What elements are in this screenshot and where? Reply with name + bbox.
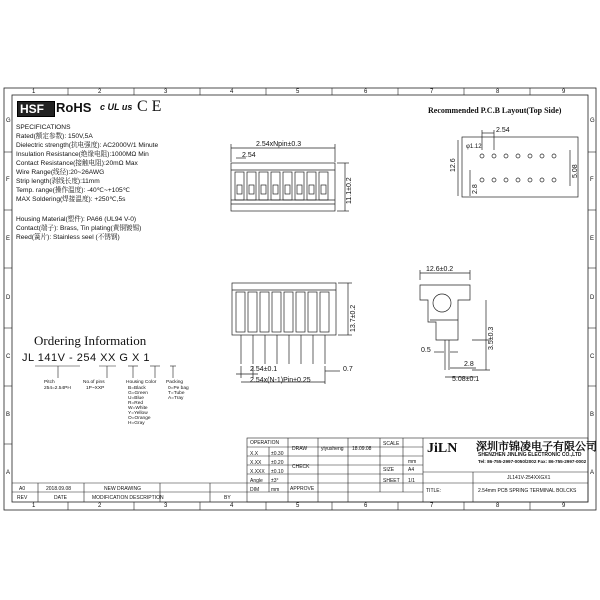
material-line: Contact(端子): Brass, Tin plating(黄铜镀锡) <box>16 225 142 232</box>
col-label: 6 <box>364 503 368 509</box>
tb-sheet: SHEET <box>383 478 400 484</box>
company-name-en: SHENZHEN JINLING ELECTRONIC CO.,LTD <box>478 452 582 458</box>
row-label: F <box>590 177 594 183</box>
spec-line: Strip length(剥线长度):11mm <box>16 178 100 185</box>
side-dim-pin-c: 2.8 <box>464 361 474 368</box>
rev-head-rev: REV <box>17 495 28 501</box>
rev-head-desc: MODIFICATION DESCRIPTION <box>92 495 164 501</box>
side-dim-pin-b: 0.5 <box>421 347 431 354</box>
rev-value: A0 <box>19 486 26 492</box>
color-value: B=Black <box>128 386 146 391</box>
company-tel: Tel: 86-755-2997-0050/2002 Fax: 86-755-2997-0002 <box>478 459 587 464</box>
row-label: D <box>6 295 11 301</box>
color-label: Housing Color <box>126 380 157 385</box>
spec-line: MAX Soldering(焊接温度): +250℃,5s <box>16 196 126 203</box>
spec-line: Wire Range(线径):20~26AWG <box>16 169 105 176</box>
row-label: C <box>590 354 595 360</box>
row-label: B <box>6 412 11 418</box>
color-value: O=Orange <box>128 416 151 421</box>
color-value: H=Gray <box>128 421 145 426</box>
side-dim-width: 12.6±0.2 <box>426 266 454 273</box>
tb-tol-val: mm <box>271 487 280 493</box>
row-label: A <box>6 470 11 476</box>
tb-tol-key: X.XXX <box>250 469 265 475</box>
tb-drawer: yiyusheng <box>321 446 344 452</box>
pcb-dim-hole: φ1.12 <box>466 144 482 150</box>
tb-title-label: TITLE: <box>426 488 442 494</box>
rev-head-date: DATE <box>54 495 67 501</box>
ordering-code: JL 141V - 254 XX G X 1 <box>22 352 150 364</box>
col-label: 8 <box>496 503 500 509</box>
spec-line: Rated(额定参数): 150V,5A <box>16 133 93 140</box>
tb-tol-key: Angle <box>250 478 263 484</box>
color-value: G=Green <box>128 391 148 396</box>
spec-line: Insulation Resistance(绝缘电阻):1000MΩ Min <box>16 151 149 158</box>
col-label: 5 <box>296 89 300 95</box>
front-dim-height: 11.1±0.2 <box>346 177 353 204</box>
packing-label: Packing <box>166 380 184 385</box>
pcb-dim-right: 5.08 <box>572 164 579 178</box>
row-label: C <box>6 354 11 360</box>
pitch-value: 254=2.54PH <box>44 386 71 391</box>
pitch-label: Pitch <box>44 380 55 385</box>
packing-value: 0=Pe bag <box>168 386 189 391</box>
ul-logo: c UL us <box>100 102 133 112</box>
spec-line: Temp. range(操作温度): -40℃~+105℃ <box>16 187 131 194</box>
tb-approve: APPROVE <box>290 486 315 492</box>
col-label: 6 <box>364 89 368 95</box>
tb-tol-val: ±3° <box>271 478 279 484</box>
col-label: 5 <box>296 503 300 509</box>
tb-sheet-val: 1/1 <box>408 478 415 484</box>
row-label: E <box>6 236 11 242</box>
col-label: 2 <box>98 503 102 509</box>
company-logo: JiLN <box>427 441 458 456</box>
col-label: 4 <box>230 89 234 95</box>
pcb-dim-height: 12.6 <box>450 158 457 172</box>
color-value: U=Blue <box>128 396 144 401</box>
col-label: 9 <box>562 89 566 95</box>
rev-desc: NEW DRAWING <box>104 486 142 492</box>
row-label: A <box>590 470 595 476</box>
color-value: W=White <box>128 406 148 411</box>
tb-draw-date: 18.09.08 <box>352 446 372 452</box>
color-value: R=Red <box>128 401 144 406</box>
col-label: 7 <box>430 89 434 95</box>
bottom-dim-pitch: 2.54±0.1 <box>250 366 278 373</box>
tb-operation: OPERATION <box>250 440 280 446</box>
pcb-dim-row: 2.8 <box>472 184 479 194</box>
bottom-dim-pin: 0.7 <box>343 366 353 373</box>
material-line: Housing Material(塑件): PA66 (UL94 V-0) <box>16 216 137 223</box>
side-dim-pin-a: 3.5±0.3 <box>488 326 495 350</box>
col-label: 3 <box>164 89 168 95</box>
tb-tol-key: X.XX <box>250 460 262 466</box>
spec-heading: SPECIFICATIONS <box>16 124 71 131</box>
row-label: B <box>590 412 595 418</box>
side-dim-bottom: 5.08±0.1 <box>452 376 480 383</box>
tb-unit-val: mm <box>408 459 417 465</box>
pins-value: 1P~XXP <box>86 386 105 391</box>
row-label: F <box>6 177 10 183</box>
front-dim-top: 2.54xNpin±0.3 <box>256 141 302 148</box>
ordering-title: Ordering Information <box>34 333 147 348</box>
side-dim-height: 13.7±0.2 <box>350 304 357 332</box>
row-label: G <box>590 118 595 124</box>
col-label: 4 <box>230 503 234 509</box>
material-line: Reed(簧片): Stainless seel (不锈钢) <box>16 234 120 241</box>
front-dim-pitch: 2.54 <box>242 152 256 159</box>
pcb-dim-pitch: 2.54 <box>496 127 510 134</box>
tb-scale: SCALE <box>383 441 400 447</box>
tb-draw: DRAW <box>292 446 308 452</box>
pins-label: No.of pins <box>83 380 105 385</box>
tb-tol-key: X.X <box>250 451 259 457</box>
color-value: Y=Yellow <box>128 411 148 416</box>
ce-logo: C E <box>137 98 162 115</box>
part-number: JL141V-254XXGX1 <box>507 475 551 481</box>
row-label: D <box>590 295 595 301</box>
tb-title-value: 2.54mm PCB SPRING TERMINAL BOLCKS <box>478 488 577 494</box>
col-label: 9 <box>562 503 566 509</box>
col-label: 7 <box>430 503 434 509</box>
spec-line: Contact Resistance(接触电阻):20mΩ Max <box>16 160 138 167</box>
tb-size-val: A4 <box>408 467 415 473</box>
tb-tol-val: ±0.30 <box>271 451 284 457</box>
spec-line: Dielectric strength(抗电强度): AC2000V/1 Minute <box>16 142 159 149</box>
packing-value: T=Tube <box>168 391 185 396</box>
tb-tol-key: DIM <box>250 487 260 493</box>
row-label: E <box>590 236 595 242</box>
row-label: G <box>6 118 11 124</box>
pcb-title: Recommended P.C.B Layout(Top Side) <box>428 106 562 115</box>
bottom-dim-total: 2.54x(N-1)Pin±0.25 <box>250 377 311 384</box>
col-label: 1 <box>32 503 36 509</box>
rev-date: 2018.09.08 <box>46 486 72 492</box>
col-label: 2 <box>98 89 102 95</box>
tb-check: CHECK <box>292 464 310 470</box>
packing-value: A=Tray <box>168 396 184 401</box>
rohs-logo: RoHS <box>56 100 92 115</box>
tb-tol-val: ±0.10 <box>271 469 284 475</box>
tb-tol-val: ±0.20 <box>271 460 284 466</box>
rev-head-by: BY <box>224 495 231 501</box>
col-label: 1 <box>32 89 36 95</box>
hsf-logo-text: HSF <box>20 102 44 116</box>
tb-size: SIZE <box>383 467 395 473</box>
col-label: 3 <box>164 503 168 509</box>
company-name-cn: 深圳市锦凌电子有限公司 <box>476 441 597 453</box>
col-label: 8 <box>496 89 500 95</box>
